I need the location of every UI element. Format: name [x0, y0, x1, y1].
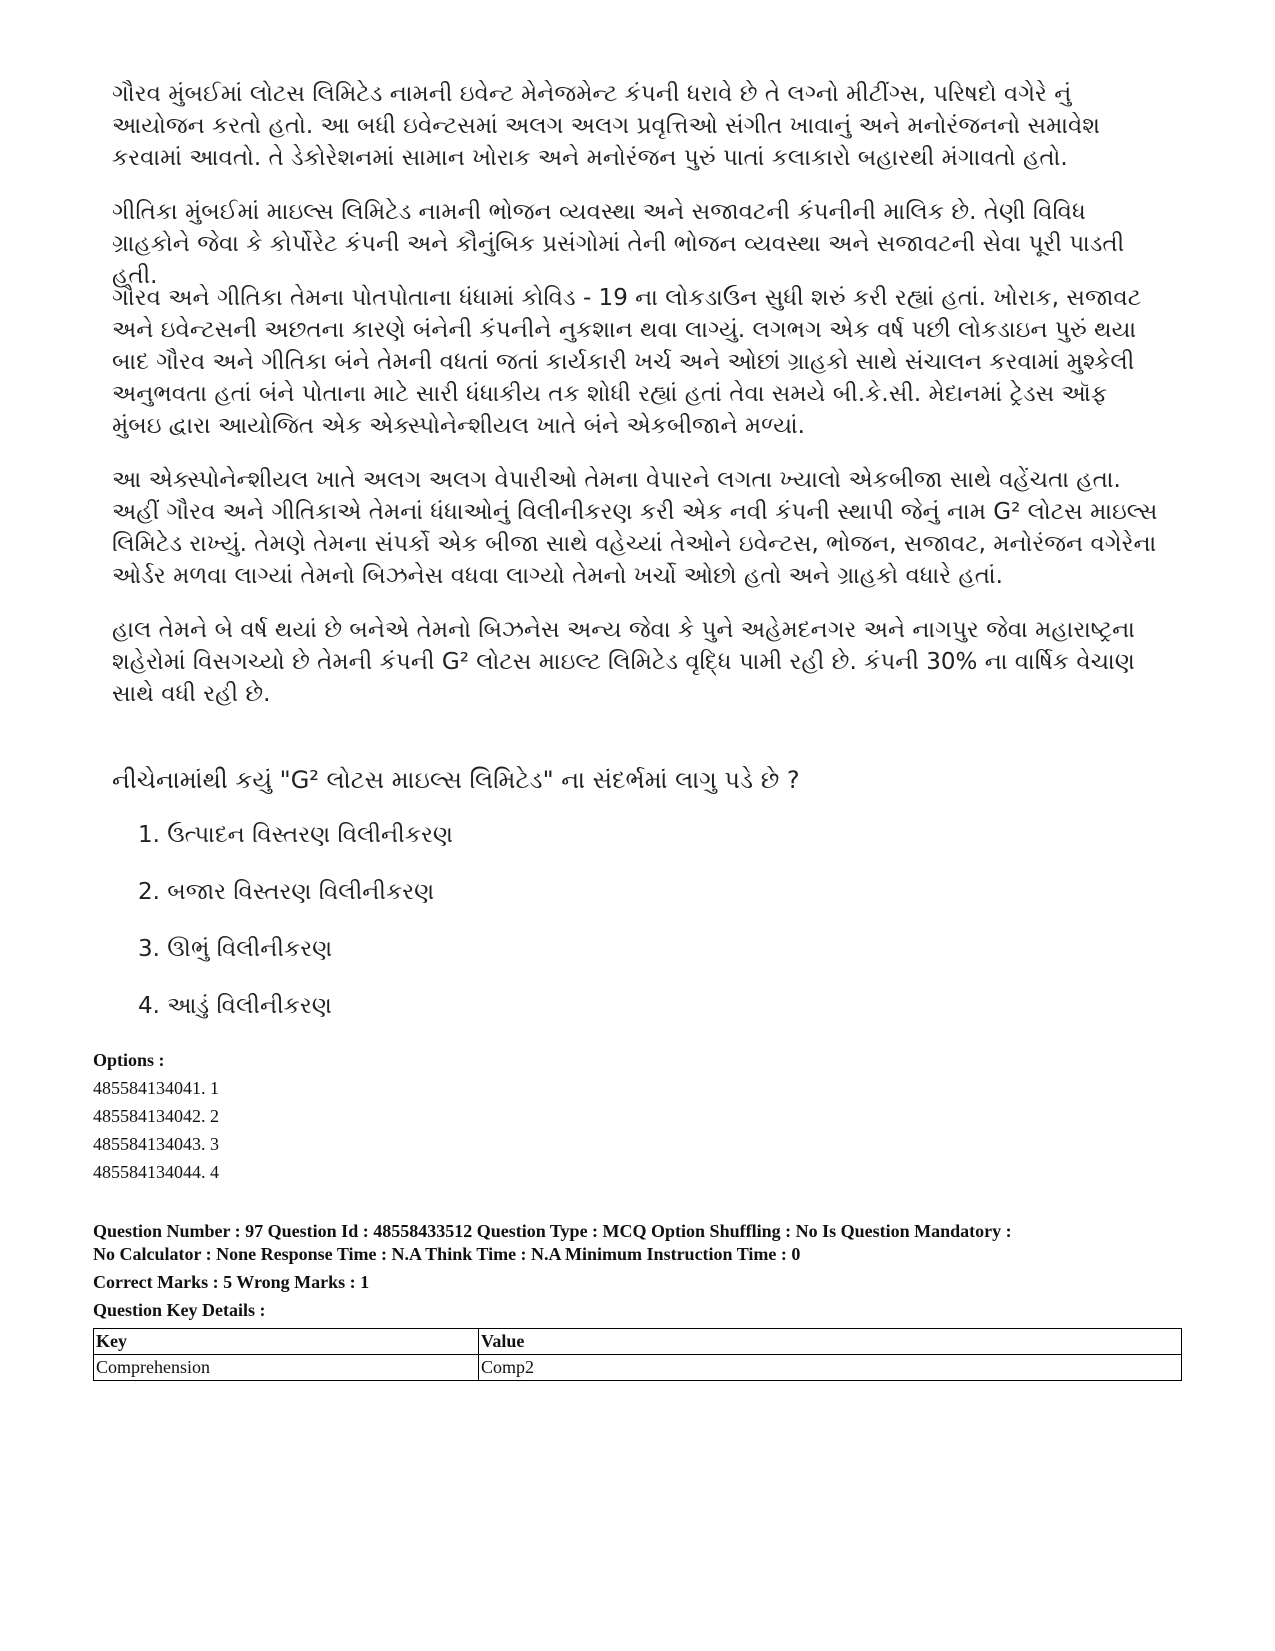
answer-choice: 1. ઉત્પાદન વિસ્તરણ વિલીનીકરણ [138, 822, 453, 848]
marks-info: Correct Marks : 5 Wrong Marks : 1 [93, 1272, 370, 1292]
table-cell-value: Comp2 [479, 1355, 1182, 1381]
answer-choice: 3. ઊભું વિલીનીકરણ [138, 936, 333, 962]
question-prompt: નીચેનામાંથી કયું "G² લોટસ માઇલ્સ લિમિટેડ" ના સંદર્ભમાં લાગુ પડે છે ? [112, 766, 800, 794]
answer-choice: 4. આડું વિલીનીકરણ [138, 993, 332, 1019]
option-item: 485584134043. 3 [93, 1134, 219, 1154]
table-header-row [94, 1329, 1182, 1355]
table-row [94, 1355, 1182, 1381]
table-header-value: Value [479, 1329, 1182, 1355]
option-item: 485584134041. 1 [93, 1078, 219, 1098]
table-cell-key: Comprehension [94, 1355, 479, 1381]
key-details-table [93, 1328, 1182, 1381]
answer-choice: 2. બજાર વિસ્તરણ વિલીનીકરણ [138, 879, 435, 905]
passage-paragraph: ગીતિકા મુંબઈમાં માઇલ્સ લિમિટેડ નામની ભોજન વ્યવસ્થા અને સજાવટની કંપનીની માલિક છે. તેણી વિવિધ ગ્રાહકોને જેવા કે કોર્પોરેટ કંપની અને કૌનુંબિક પ્રસંગોમાં તેની ભોજન વ્યવસ્થા અને સજાવટની સેવા પૂરી પાડતી હતી. [112, 199, 1125, 289]
passage-paragraph: હાલ તેમને બે વર્ષ થયાં છે બનેએ તેમનો બિઝનેસ અન્ય જેવા કે પુને અહેમદનગર અને નાગપુર જેવા મહારાષ્ટ્રના શહેરોમાં વિસગચ્યો છે તેમની કંપની G² લોટસ માઇલ્ટ લિમિટેડ વૃદ્ધિ પામી રહી છે. કંપની 30% ના વાર્ષિક વેચાણ સાથે વધી રહી છે. [112, 617, 1135, 707]
passage-paragraph: ગૌરવ મુંબઈમાં લોટસ લિમિટેડ નામની ઇવેન્ટ મેનેજમેન્ટ કંપની ધરાવે છે તે લગ્નો મીટીંગ્સ, પરિષદો વગેરે નું આયોજન કરતો હતો. આ બધી ઇવેન્ટસમાં અલગ અલગ પ્રવૃત્તિઓ સંગીત ખાવાનું અને મનોરંજનનો સમાવેશ કરવામાં આવતો. તે ડેકોરેશનમાં સામાન ખોરાક અને મનોરંજન પુરું પાતાં કલાકારો બહારથી મંગાવતો હતો. [112, 81, 1101, 171]
options-title: Options : [93, 1050, 165, 1070]
question-metadata [93, 1220, 1183, 1266]
passage-paragraph: ગૌરવ અને ગીતિકા તેમના પોતપોતાના ધંધામાં કોવિડ - 19 ના લોકડાઉન સુધી શરું કરી રહ્યાં હતાં. ખોરાક, સજાવટ અને ઇવેન્ટસની અછતના કારણે બંનેની કંપનીને નુકશાન થવા લાગ્યું. લગભગ એક વર્ષ પછી લોકડાઇન પુરું થયા બાદ ગૌરવ અને ગીતિકા બંને તેમની વધતાં જતાં કાર્યકારી ખર્ચ અને ઓછાં ગ્રાહકો સાથે સંચાલન કરવામાં મુશ્કેલી અનુભવતા હતાં બંને પોતાના માટે સારી ધંધાકીય તક શોધી રહ્યાં હતાં તેવા સમયે બી.કે.સી. મેદાનમાં ટ્રેડસ ઑફ મુંબઇ દ્વારા આયોજિત એક એક્સ્પોનેન્શીયલ ખાતે બંને એકબીજાને મળ્યાં. [112, 285, 1142, 439]
answer-choices-list [138, 820, 453, 1048]
option-item: 485584134042. 2 [93, 1106, 219, 1126]
table-header-key: Key [94, 1329, 479, 1355]
passage-paragraph: આ એક્સ્પોનેન્શીયલ ખાતે અલગ અલગ વેપારીઓ તેમના વેપારને લગતા ખ્યાલો એકબીજા સાથે વહેંચતા હતા. અહીં ગૌરવ અને ગીતિકાએ તેમનાં ધંધાઓનું વિલીનીકરણ કરી એક નવી કંપની સ્થાપી જેનું નામ G² લોટસ માઇલ્સ લિમિટેડ રાખ્યું. તેમણે તેમના સંપર્કો એક બીજા સાથે વહેચ્યાં તેઓને ઇવેન્ટસ, ભોજન, સજાવટ, મનોરંજન વગેરેના ઓર્ડર મળવા લાગ્યાં તેમનો બિઝનેસ વધવા લાગ્યો તેમનો ખર્ચો ઓછો હતો અને ગ્રાહકો વધારે હતાં. [112, 467, 1158, 589]
option-item: 485584134044. 4 [93, 1162, 219, 1182]
comprehension-passage [112, 78, 1162, 732]
options-block [93, 1046, 219, 1186]
metadata-line: Question Number : 97 Question Id : 48558433512 Question Type : MCQ Option Shuffling : No Is Question Mandatory : [93, 1221, 1012, 1241]
key-details-title: Question Key Details : [93, 1300, 266, 1320]
metadata-line: No Calculator : None Response Time : N.A Think Time : N.A Minimum Instruction Time : 0 [93, 1244, 801, 1264]
